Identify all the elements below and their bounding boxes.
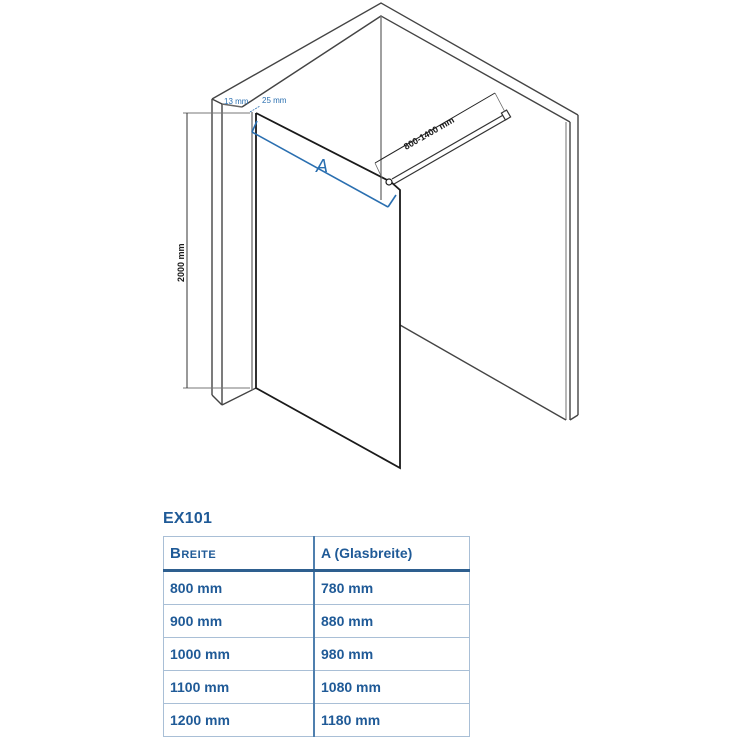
cell-glass-width: 880 mm <box>314 605 470 638</box>
cell-width: 1100 mm <box>164 671 315 704</box>
model-title: EX101 <box>163 510 213 527</box>
height-dimension <box>183 113 250 388</box>
table-header-row <box>164 537 470 571</box>
header-width: Breite <box>164 537 315 571</box>
cell-glass-width: 780 mm <box>314 571 470 605</box>
height-label: 2000 mm <box>176 243 186 282</box>
table-row <box>164 671 470 704</box>
size-table <box>163 536 470 737</box>
cell-width: 1000 mm <box>164 638 315 671</box>
cell-glass-width: 980 mm <box>314 638 470 671</box>
cell-width: 800 mm <box>164 571 315 605</box>
cell-width: 1200 mm <box>164 704 315 737</box>
table-row <box>164 605 470 638</box>
cell-glass-width: 1180 mm <box>314 704 470 737</box>
room-walls <box>212 3 578 420</box>
wall-offset-label: 13 mm <box>224 97 249 106</box>
cell-glass-width: 1080 mm <box>314 671 470 704</box>
header-glass-width: A (Glasbreite) <box>314 537 470 571</box>
table-row <box>164 638 470 671</box>
glass-width-label: A <box>316 156 329 176</box>
table-row <box>164 571 470 605</box>
arm-length-label: 800-1400 mm <box>402 114 456 152</box>
stabilizer-arm <box>375 93 511 184</box>
profile-width-label: 25 mm <box>262 96 287 105</box>
table-row <box>164 704 470 737</box>
cell-width: 900 mm <box>164 605 315 638</box>
